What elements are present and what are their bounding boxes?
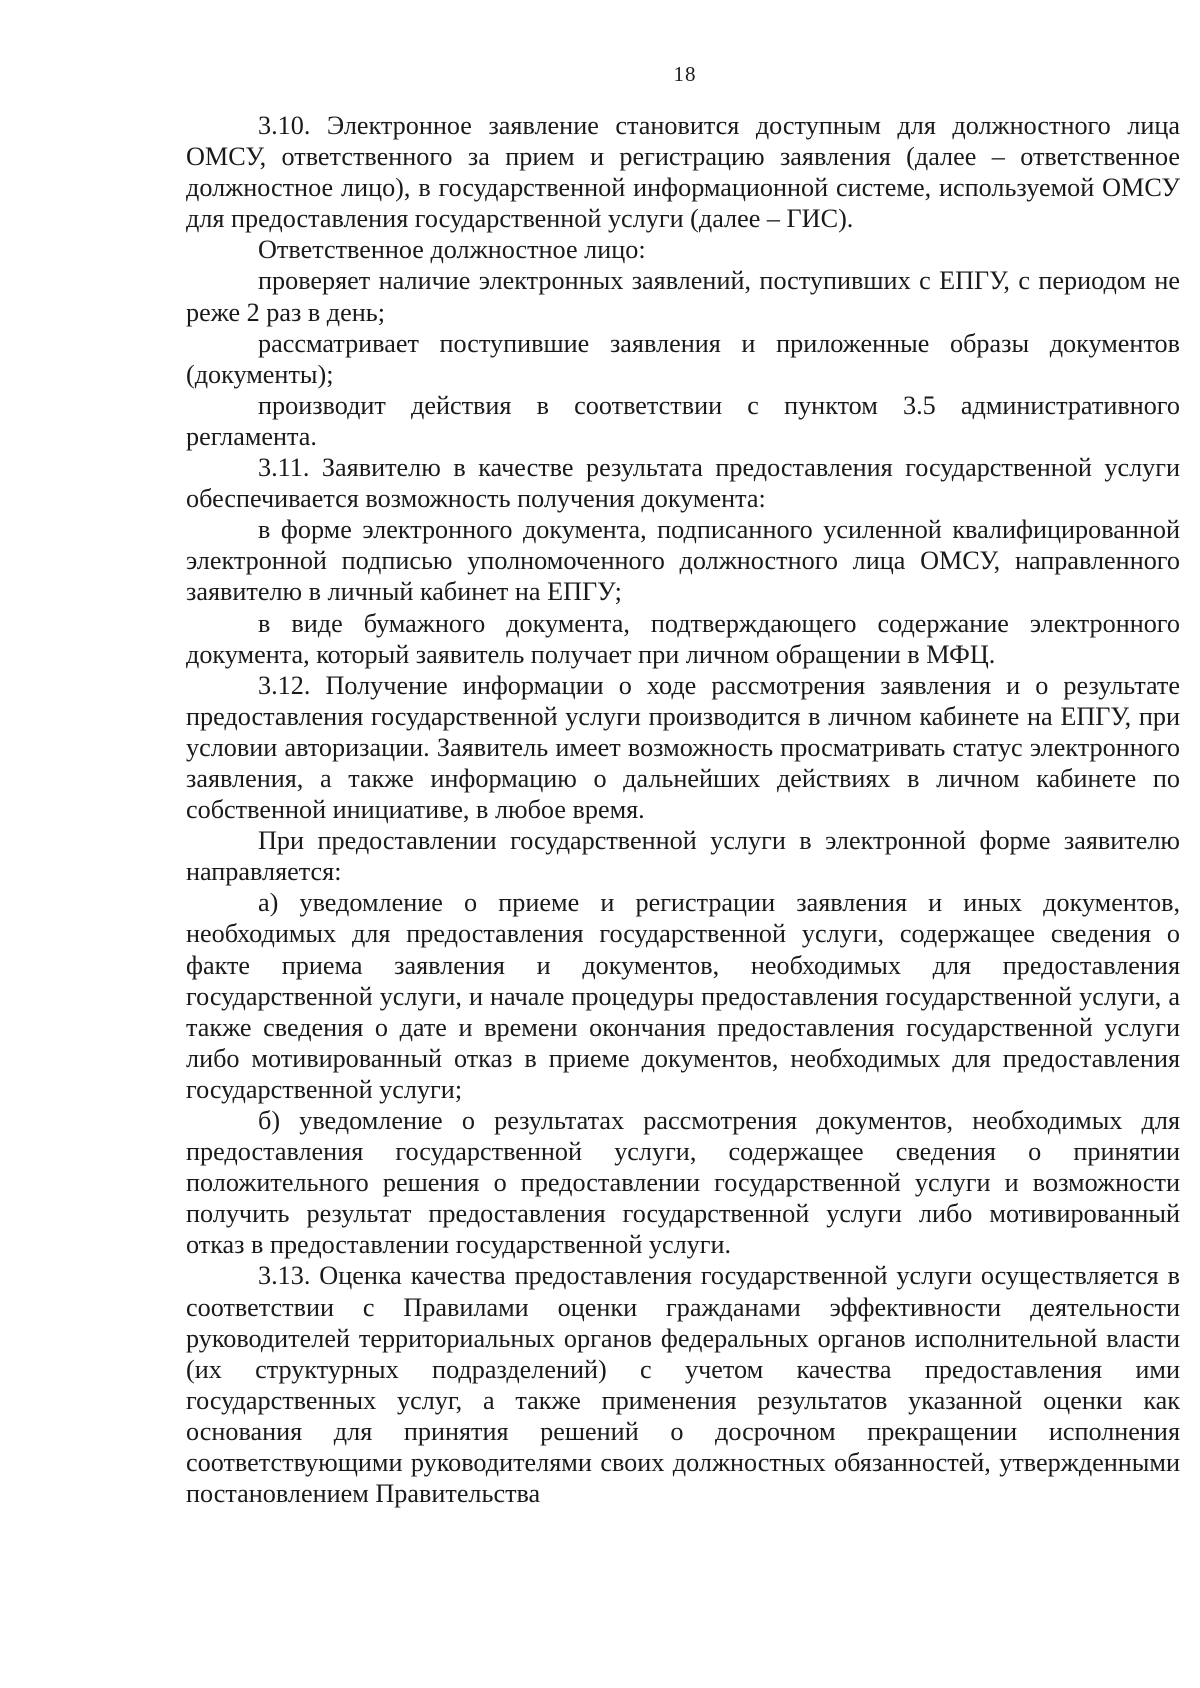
paragraph-notification-a: а) уведомление о приеме и регистрации заявления и иных документов, необходимых для предоставления государственной услуги, содержащее сведения о факте приема заявления и документов, необходимых для предоставления государственной услуги, и начале процедуры предоставления государственной услуги, а также сведения о дате и времени окончания предоставления государственной услуги либо мотивированный отказ в приеме документов, необходимых для предоставления государственной услуги; bbox=[186, 888, 1180, 1104]
paragraph-paper-form: в виде бумажного документа, подтверждающего содержание электронного документа, который заявитель получает при личном обращении в МФЦ. bbox=[186, 608, 1180, 669]
paragraph-responsible-person: Ответственное должностное лицо: bbox=[258, 235, 646, 265]
paragraph-notification-b: б) уведомление о результатах рассмотрения документов, необходимых для предоставления государственной услуги, содержащее сведения о принятии положительного решения о предоставлении государственной услуги и возможности получить результат предоставления государственной услуги либо мотивированный отказ в предоставлении государственной услуги. bbox=[186, 1106, 1180, 1260]
paragraph-3-10: 3.10. Электронное заявление становится доступным для должностного лица ОМСУ, ответственного за прием и регистрацию заявления (далее – ответственное должностное лицо), в государственной информационной системе, используемой ОМСУ для предоставления государственной услуги (далее – ГИС). bbox=[186, 111, 1180, 234]
paragraph-reviews: рассматривает поступившие заявления и приложенные образы документов (документы); bbox=[186, 328, 1180, 389]
paragraph-checks: проверяет наличие электронных заявлений, поступивших с ЕПГУ, с периодом не реже 2 раз в день; bbox=[186, 266, 1180, 327]
paragraph-3-11: 3.11. Заявителю в качестве результата предоставления государственной услуги обеспечивается возможность получения документа: bbox=[186, 453, 1180, 514]
paragraph-electronic-service: При предоставлении государственной услуги в электронной форме заявителю направляется: bbox=[186, 826, 1180, 887]
page-number: 18 bbox=[673, 62, 697, 86]
paragraph-performs: производит действия в соответствии с пунктом 3.5 административного регламента. bbox=[186, 390, 1180, 451]
document-body bbox=[186, 110, 1180, 1509]
paragraph-3-12: 3.12. Получение информации о ходе рассмотрения заявления и о результате предоставления государственной услуги производится в личном кабинете на ЕПГУ, при условии авторизации. Заявитель имеет возможность просматривать статус электронного заявления, а также информацию о дальнейших действиях в личном кабинете по собственной инициативе, в любое время. bbox=[186, 670, 1180, 825]
paragraph-3-13: 3.13. Оценка качества предоставления государственной услуги осуществляется в соответствии с Правилами оценки гражданами эффективности деятельности руководителей территориальных органов федеральных органов исполнительной власти (их структурных подразделений) с учетом качества предоставления ими государственных услуг, а также применения результатов указанной оценки как основания для принятия решений о досрочном прекращении исполнения соответствующими руководителями своих должностных обязанностей, утвержденными постановлением Правительства bbox=[186, 1261, 1180, 1509]
paragraph-electronic-form: в форме электронного документа, подписанного усиленной квалифицированной электронной подписью уполномоченного должностного лица ОМСУ, направленного заявителю в личный кабинет на ЕПГУ; bbox=[186, 515, 1180, 607]
